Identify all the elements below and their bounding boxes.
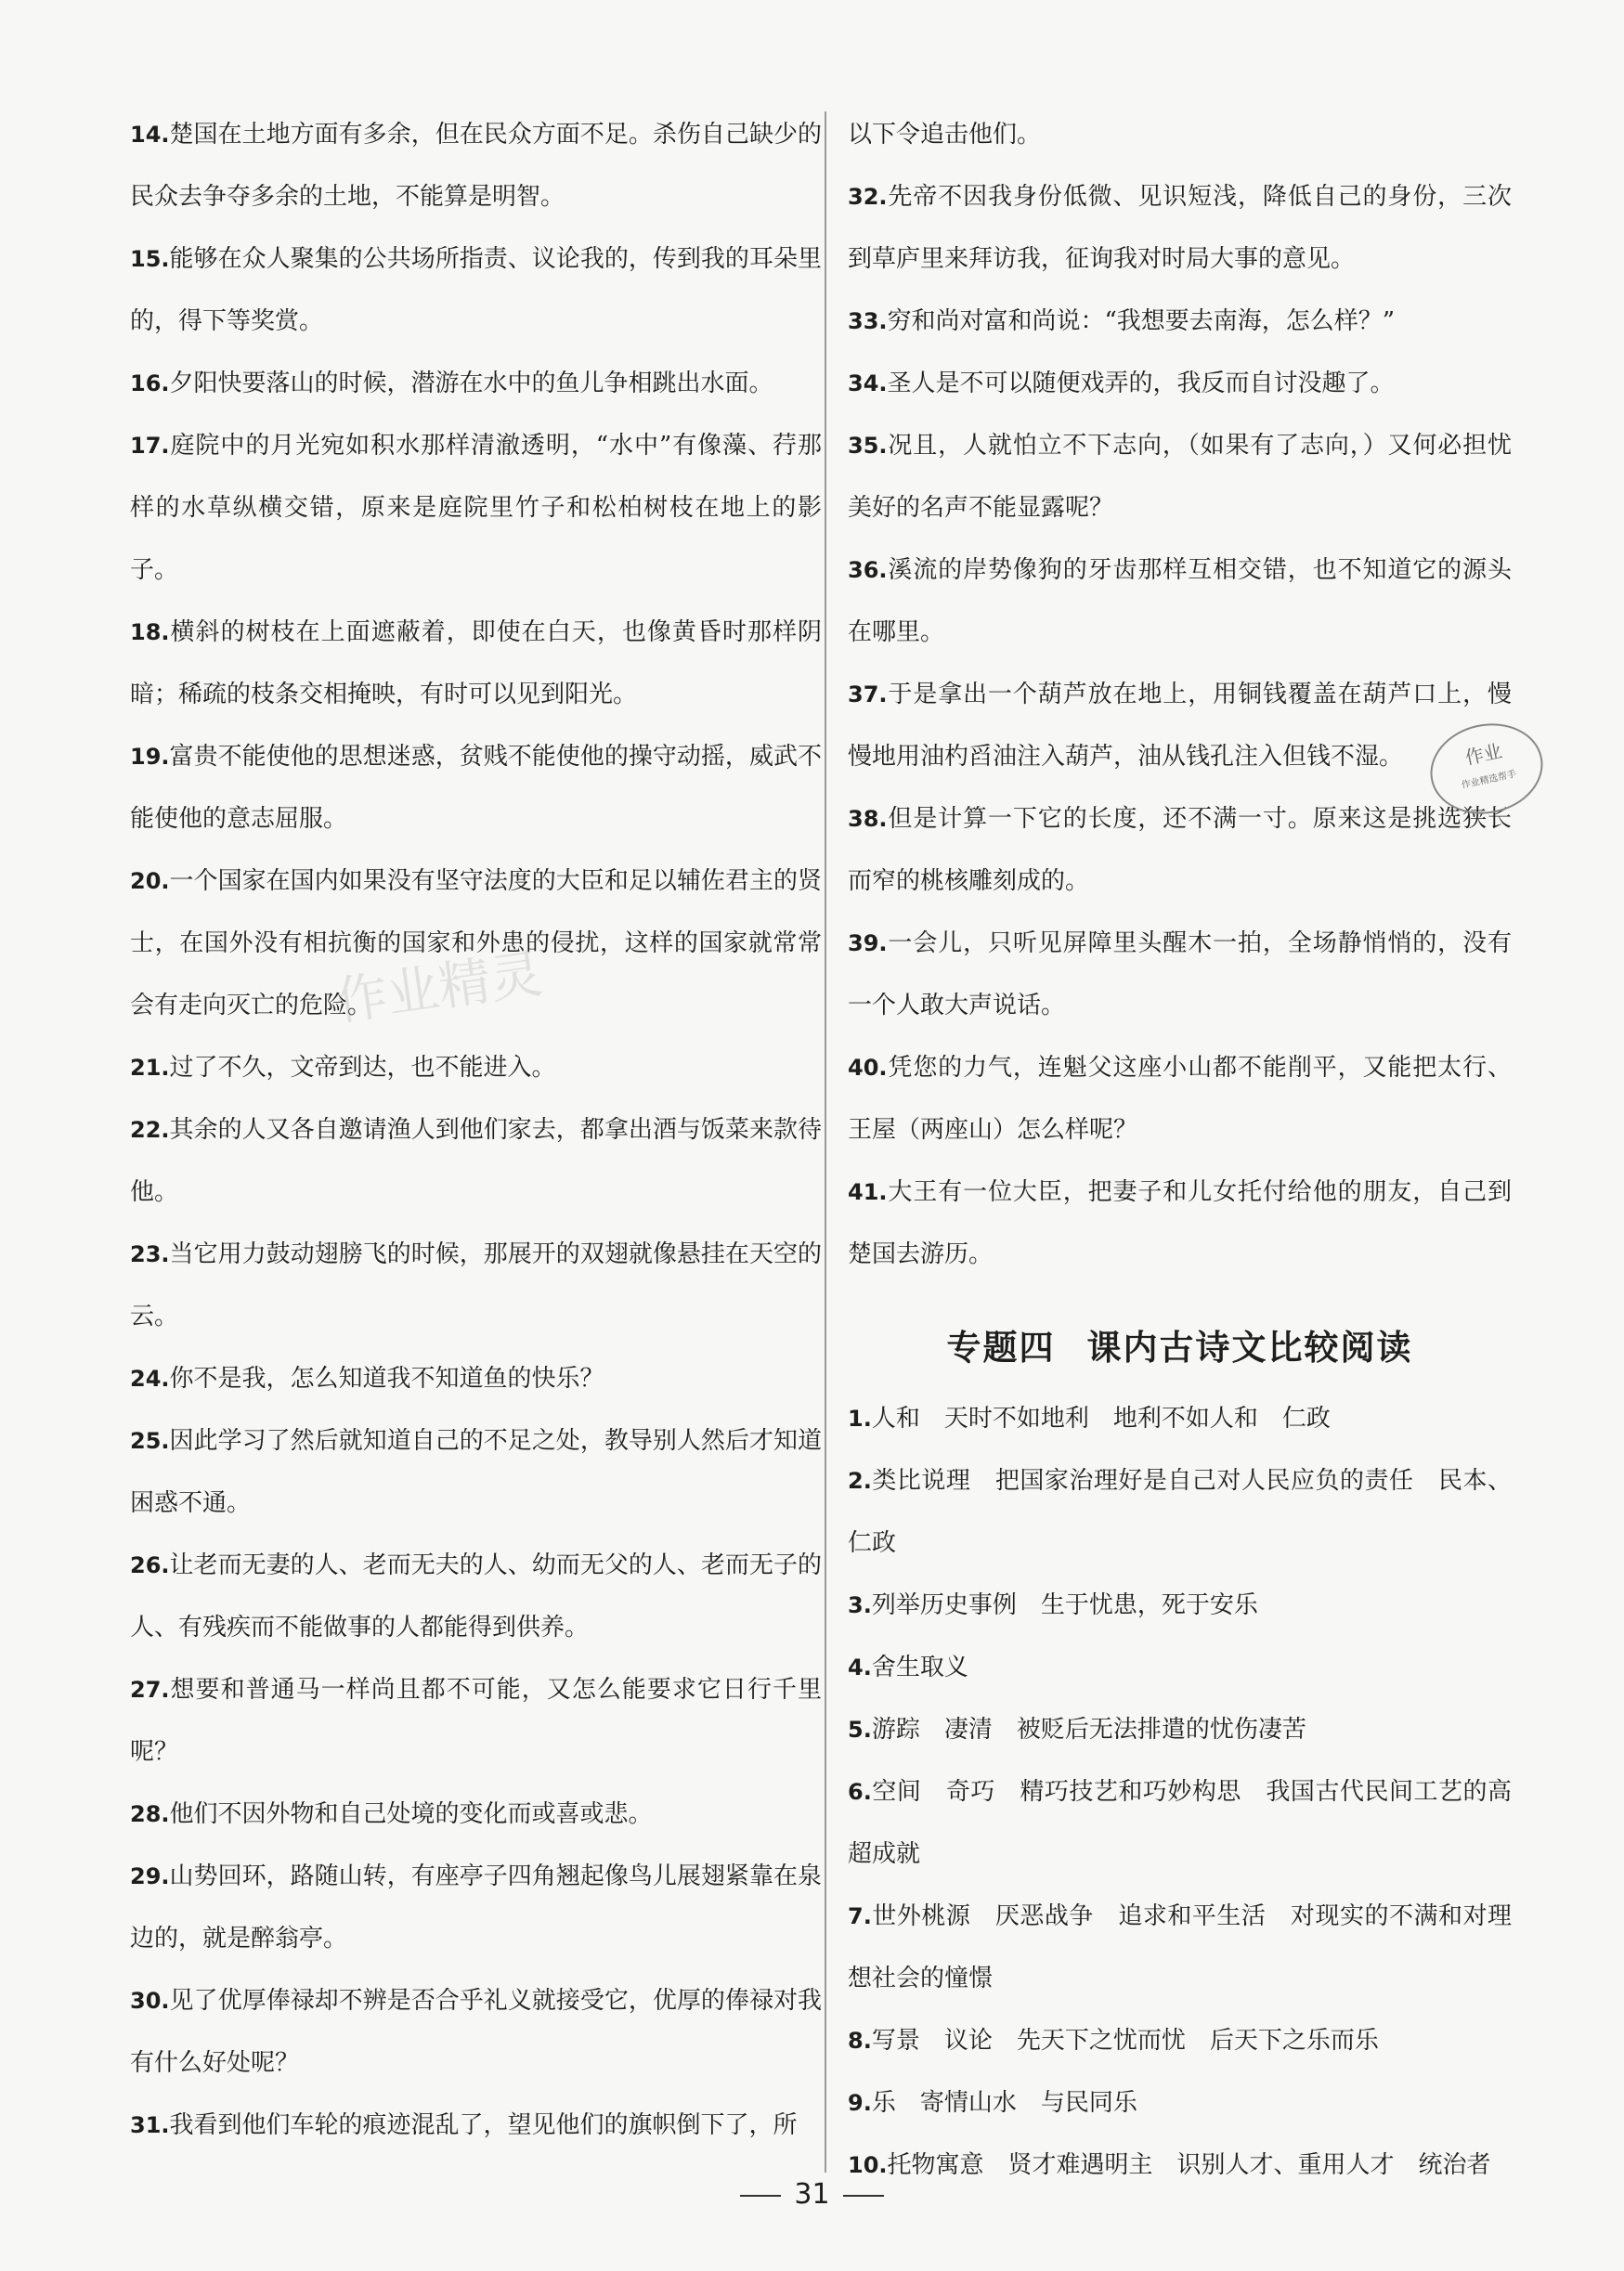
left-column <box>130 104 822 2157</box>
answer-text: 让老而无妻的人、老而无夫的人、幼而无父的人、老而无子的人、有残疾而不能做事的人都能得到供养。 <box>130 1551 822 1642</box>
answer-number: 15. <box>130 246 170 272</box>
answer-number: 17. <box>130 433 170 459</box>
answer-number: 5. <box>848 1717 872 1743</box>
answer-item <box>848 104 1512 166</box>
answer-item <box>848 415 1512 539</box>
answer-item <box>130 602 822 726</box>
answer-number: 19. <box>130 744 170 770</box>
answer-text: 能够在众人聚集的公共场所指责、议论我的，传到我的耳朵里的，得下等奖赏。 <box>130 245 822 335</box>
answer-item <box>848 1637 1512 1699</box>
answer-item <box>848 2010 1512 2072</box>
answer-item <box>848 1037 1512 1161</box>
answer-number: 40. <box>848 1055 888 1081</box>
answer-number: 24. <box>130 1366 170 1392</box>
answer-text: 先帝不因我身份低微、见识短浅，降低自己的身份，三次到草庐里来拜访我，征询我对时局大事的意见。 <box>848 183 1512 273</box>
answer-number: 2. <box>848 1468 872 1494</box>
answer-text: 穷和尚对富和尚说：“我想要去南海，怎么样？” <box>887 307 1396 335</box>
answer-number: 33. <box>848 308 888 334</box>
answer-number: 41. <box>848 1179 888 1205</box>
answer-number: 3. <box>848 1592 872 1618</box>
answer-item <box>848 1886 1512 2010</box>
answer-text: 过了不久，文帝到达，也不能进入。 <box>169 1054 556 1082</box>
answer-item <box>848 1161 1512 1286</box>
answer-item <box>848 353 1512 415</box>
answer-item <box>848 2072 1512 2135</box>
answer-item <box>130 726 822 850</box>
answer-text: 我看到他们车轮的痕迹混乱了，望见他们的旗帜倒下了，所 <box>169 2111 798 2139</box>
answer-item <box>130 1224 822 1348</box>
answer-number: 7. <box>848 1903 872 1929</box>
section-label: 专题四 <box>946 1328 1056 1368</box>
answer-list-bottom <box>848 1388 1512 2197</box>
answer-number: 31. <box>130 2112 170 2138</box>
answer-item <box>130 1410 822 1535</box>
answer-item <box>130 2095 822 2157</box>
answer-number: 4. <box>848 1655 872 1681</box>
answer-number: 32. <box>848 184 888 210</box>
answer-number: 36. <box>848 557 888 583</box>
answer-item <box>848 291 1512 353</box>
answer-item <box>130 1784 822 1846</box>
answer-number: 22. <box>130 1117 170 1143</box>
answer-text: 圣人是不可以随便戏弄的，我反而自讨没趣了。 <box>887 370 1395 397</box>
answer-number: 6. <box>848 1779 872 1805</box>
answer-number: 25. <box>130 1428 170 1454</box>
answer-number: 9. <box>848 2090 872 2116</box>
answer-number: 35. <box>848 433 888 459</box>
answer-text: 你不是我，怎么知道我不知道鱼的快乐？ <box>169 1365 604 1393</box>
answer-text: 他们不因外物和自己处境的变化而或喜或悲。 <box>169 1800 653 1828</box>
answer-number: 38. <box>848 806 888 832</box>
answer-item <box>848 1450 1512 1575</box>
answer-number: 29. <box>130 1863 170 1889</box>
answer-text: 游踪 凄清 被贬后无法排遣的忧伤凄苦 <box>871 1716 1306 1744</box>
answer-text: 写景 议论 先天下之忧而忧 后天下之乐而乐 <box>871 2027 1379 2055</box>
answer-number: 26. <box>130 1552 170 1578</box>
answer-item <box>848 166 1512 291</box>
answer-text: 况且，人就怕立不下志向，（如果有了志向，）又何必担忧美好的名声不能显露呢？ <box>848 432 1512 522</box>
answer-item <box>848 1388 1512 1450</box>
answer-number: 21. <box>130 1055 170 1081</box>
answer-item <box>130 1970 822 2095</box>
answer-text: 庭院中的月光宛如积水那样清澈透明，“水中”有像藻、荇那样的水草纵横交错，原来是庭院里竹子和松柏树枝在地上的影子。 <box>130 432 822 584</box>
answer-item <box>130 353 822 415</box>
section-heading <box>848 1319 1512 1369</box>
stamp-text: 作业 <box>1462 739 1504 770</box>
answer-item <box>848 788 1512 913</box>
page-number <box>0 2178 1624 2211</box>
column-divider <box>825 111 826 2173</box>
section-title: 课内古诗文比较阅读 <box>1086 1328 1413 1368</box>
answer-text: 一会儿，只听见屏障里头醒木一拍，全场静悄悄的，没有一个人敢大声说话。 <box>848 929 1512 1019</box>
answer-number: 28. <box>130 1801 170 1827</box>
answer-number: 39. <box>848 930 888 956</box>
watermark: 作业精灵 <box>331 943 547 1033</box>
page-number-text: 31 <box>794 2178 830 2211</box>
answer-item <box>130 228 822 353</box>
answer-number: 1. <box>848 1406 872 1432</box>
answer-text: 以下令追击他们。 <box>848 121 1042 149</box>
answer-text: 舍生取义 <box>871 1654 968 1681</box>
answer-text: 楚国在土地方面有多余，但在民众方面不足。杀伤自己缺少的民众去争夺多余的土地，不能算是明智。 <box>130 121 822 211</box>
answer-text: 人和 天时不如地利 地利不如人和 仁政 <box>871 1405 1331 1433</box>
answer-list-top <box>848 104 1512 1286</box>
answer-number: 27. <box>130 1677 170 1703</box>
answer-text: 列举历史事例 生于忧患，死于安乐 <box>871 1591 1258 1619</box>
answer-text: 托物寓意 贤才难遇明主 识别人才、重用人才 统治者 <box>887 2151 1491 2179</box>
answer-item <box>848 913 1512 1037</box>
answer-item <box>130 1846 822 1970</box>
answer-number: 16. <box>130 370 170 396</box>
answer-text: 见了优厚俸禄却不辨是否合乎礼义就接受它，优厚的俸禄对我有什么好处呢？ <box>130 1987 822 2077</box>
answer-number: 23. <box>130 1241 170 1267</box>
answer-number: 18. <box>130 619 170 645</box>
answer-text: 乐 寄情山水 与民同乐 <box>871 2089 1137 2117</box>
answer-item <box>130 1099 822 1224</box>
answer-item <box>130 1037 822 1099</box>
answer-number: 14. <box>130 122 170 148</box>
answer-item <box>130 1535 822 1659</box>
answer-number: 8. <box>848 2028 872 2054</box>
answer-text: 于是拿出一个葫芦放在地上，用铜钱覆盖在葫芦口上，慢慢地用油杓舀油注入葫芦，油从钱孔注入但钱不湿。 <box>848 681 1512 771</box>
answer-text: 世外桃源 厌恶战争 追求和平生活 对现实的不满和对理想社会的憧憬 <box>848 1902 1512 1992</box>
answer-item <box>848 539 1512 664</box>
answer-number: 37. <box>848 681 888 707</box>
answer-text: 横斜的树枝在上面遮蔽着，即使在白天，也像黄昏时那样阴暗；稀疏的枝条交相掩映，有时可以见到阳光。 <box>130 618 822 708</box>
answer-text: 想要和普通马一样尚且都不可能，又怎么能要求它日行千里呢？ <box>130 1676 822 1766</box>
answer-number: 34. <box>848 370 888 396</box>
dash-left <box>740 2195 781 2197</box>
right-column <box>848 104 1512 2197</box>
answer-text: 溪流的岸势像狗的牙齿那样互相交错，也不知道它的源头在哪里。 <box>848 556 1512 646</box>
answer-item <box>848 1575 1512 1637</box>
stamp-subtext: 作业精选帮手 <box>1461 769 1518 791</box>
answer-item <box>848 1699 1512 1761</box>
answer-text: 其余的人又各自邀请渔人到他们家去，都拿出酒与饭菜来款待他。 <box>130 1116 822 1206</box>
answer-text: 但是计算一下它的长度，还不满一寸。原来这是挑选狭长而窄的桃核雕刻成的。 <box>848 805 1512 895</box>
answer-text: 一个国家在国内如果没有坚守法度的大臣和足以辅佐君主的贤士，在国外没有相抗衡的国家和外患的侵扰，这样的国家就常常会有走向灭亡的危险。 <box>130 867 822 1019</box>
answer-item <box>130 415 822 602</box>
answer-number: 20. <box>130 868 170 894</box>
answer-item <box>130 1348 822 1410</box>
answer-number: 10. <box>848 2152 888 2178</box>
answer-text: 夕阳快要落山的时候，潜游在水中的鱼儿争相跳出水面。 <box>169 370 773 397</box>
answer-item <box>130 104 822 228</box>
answer-item <box>848 1761 1512 1886</box>
answer-text: 空间 奇巧 精巧技艺和巧妙构思 我国古代民间工艺的高超成就 <box>848 1778 1512 1868</box>
answer-text: 凭您的力气，连魁父这座小山都不能削平，又能把太行、王屋（两座山）怎么样呢？ <box>848 1054 1512 1144</box>
answer-number: 30. <box>130 1988 170 2014</box>
answer-text: 富贵不能使他的思想迷惑，贫贱不能使他的操守动摇，威武不能使他的意志屈服。 <box>130 743 822 833</box>
answer-text: 山势回环，路随山转，有座亭子四角翘起像鸟儿展翅紧靠在泉边的，就是醉翁亭。 <box>130 1862 822 1953</box>
answer-text: 类比说理 把国家治理好是自己对人民应负的责任 民本、仁政 <box>848 1467 1512 1557</box>
answer-text: 当它用力鼓动翅膀飞的时候，那展开的双翅就像悬挂在天空的云。 <box>130 1240 822 1330</box>
answer-item <box>848 664 1512 788</box>
answer-item <box>130 1659 822 1784</box>
answer-text: 因此学习了然后就知道自己的不足之处，教导别人然后才知道困惑不通。 <box>130 1427 822 1517</box>
dash-right <box>843 2195 884 2197</box>
answer-text: 大王有一位大臣，把妻子和儿女托付给他的朋友，自己到楚国去游历。 <box>848 1178 1512 1268</box>
